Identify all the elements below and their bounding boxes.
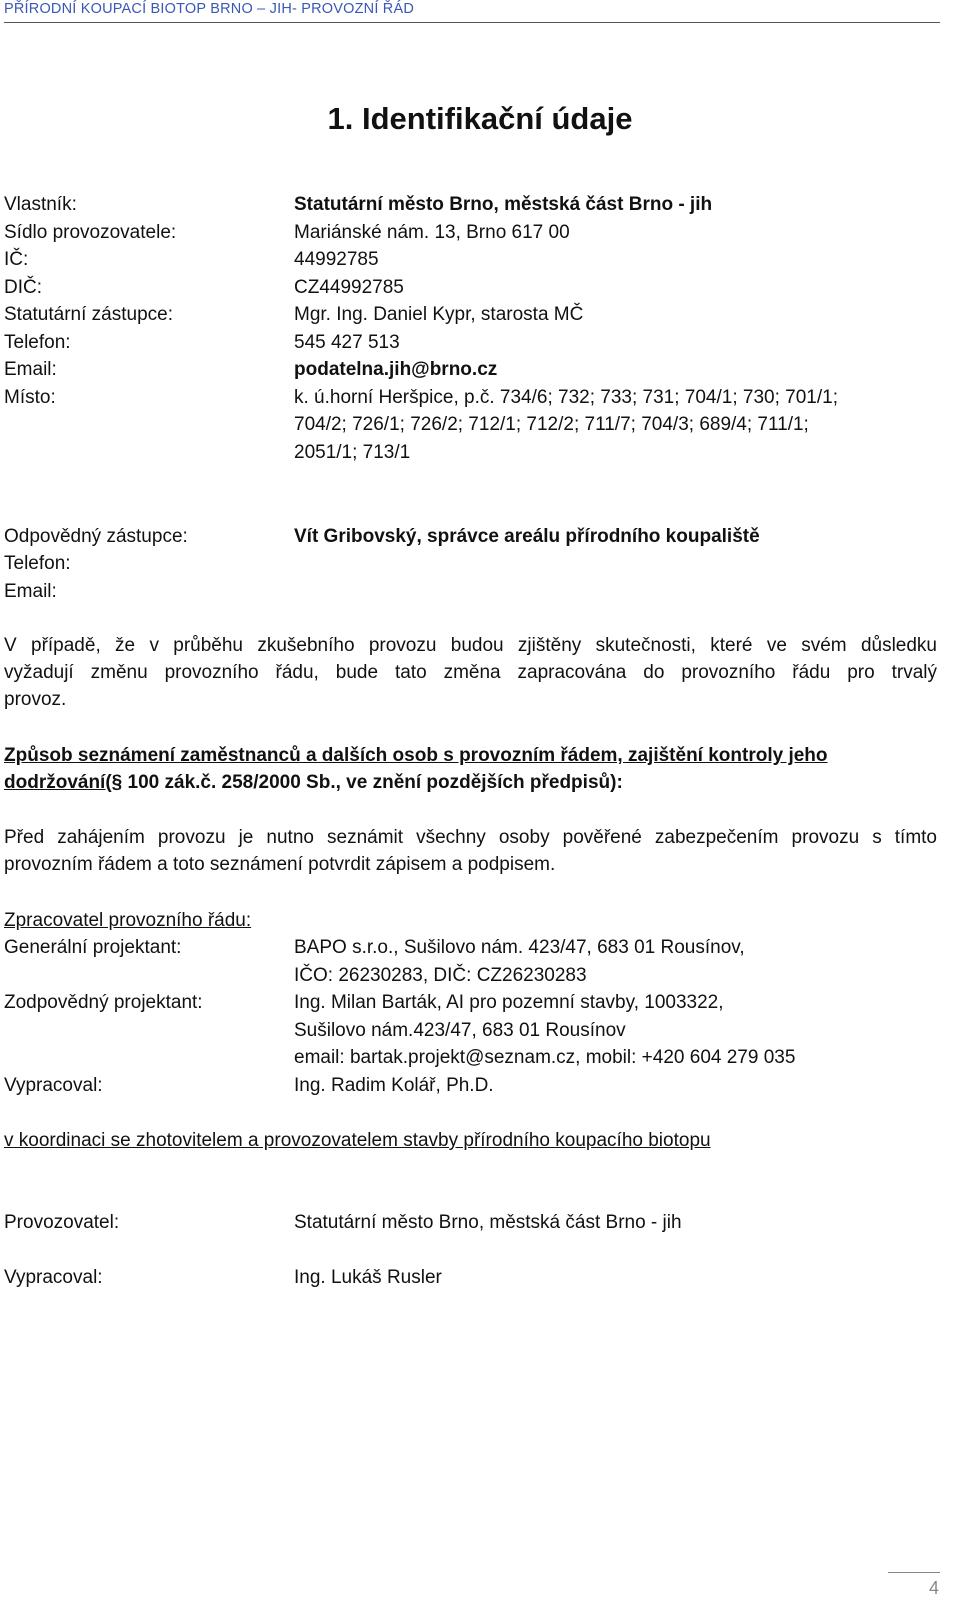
trial-paragraph-line-2: vyžadují změnu provozního řádu, bude tato změna zapracována do provozního řádu pro trvalý: [4, 662, 937, 683]
operator-value: Statutární město Brno, městská část Brno - jih: [294, 1212, 682, 1233]
page-number-divider: [888, 1572, 940, 1573]
responsible-email-label: Email:: [4, 581, 57, 602]
place-line-1: k. ú.horní Heršpice, p.č. 734/6; 732; 733; 731; 704/1; 730; 701/1;: [294, 387, 838, 408]
trial-paragraph-line-3: provoz.: [4, 689, 67, 710]
responsible-designer-label: Zodpovědný projektant:: [4, 992, 203, 1013]
general-designer-line-1: BAPO s.r.o., Sušilovo nám. 423/47, 683 01 Rousínov,: [294, 937, 745, 958]
responsible-value: Vít Gribovský, správce areálu přírodního koupaliště: [294, 526, 760, 547]
seat-value: Mariánské nám. 13, Brno 617 00: [294, 222, 570, 243]
section-title: 1. Identifikační údaje: [327, 101, 633, 136]
page-number: 4: [929, 1578, 940, 1598]
trial-operation-paragraph: [4, 632, 937, 713]
method-paragraph: [4, 824, 937, 878]
method-heading-rest: § 100 zák.č. 258/2000 Sb., ve znění pozdějších předpisů):: [111, 772, 623, 793]
operator-prepared-value: Ing. Lukáš Rusler: [294, 1267, 442, 1288]
method-heading-line-2: [4, 769, 623, 796]
seat-label: Sídlo provozovatele:: [4, 222, 177, 243]
prepared-by-label: Vypracoval:: [4, 1075, 103, 1096]
statutory-rep-label: Statutární zástupce:: [4, 304, 173, 325]
operator-label: Provozovatel:: [4, 1212, 120, 1233]
ic-value: 44992785: [294, 249, 379, 270]
owner-label: Vlastník:: [4, 194, 77, 215]
responsible-phone-label: Telefon:: [4, 553, 71, 574]
owner-value: Statutární město Brno, městská část Brno - jih: [294, 194, 713, 215]
prepared-by-value: Ing. Radim Kolář, Ph.D.: [294, 1075, 494, 1096]
processor-heading: Zpracovatel provozního řádu:: [4, 910, 252, 931]
coordination-note: v koordinaci se zhotovitelem a provozovatelem stavby přírodního koupacího biotopu: [4, 1130, 711, 1151]
place-line-2: 704/2; 726/1; 726/2; 712/1; 712/2; 711/7; 704/3; 689/4; 711/1;: [294, 414, 809, 435]
dic-value: CZ44992785: [294, 277, 404, 298]
statutory-rep-value: Mgr. Ing. Daniel Kypr, starosta MČ: [294, 304, 584, 325]
trial-paragraph-line-1: V případě, že v průběhu zkušebního provozu budou zjištěny skutečnosti, které ve svém důsledku: [4, 635, 937, 656]
method-text-line-1: Před zahájením provozu je nutno seznámit všechny osoby pověřené zabezpečením provozu s tímto: [4, 827, 937, 848]
place-label: Místo:: [4, 387, 56, 408]
running-header: PŘÍRODNÍ KOUPACÍ BIOTOP BRNO – JIH- PROVOZNÍ ŘÁD: [4, 1, 415, 17]
place-line-3: 2051/1; 713/1: [294, 442, 411, 463]
operator-prepared-label: Vypracoval:: [4, 1267, 103, 1288]
responsible-designer-line-2: Sušilovo nám.423/47, 683 01 Rousínov: [294, 1020, 626, 1041]
phone-value: 545 427 513: [294, 332, 400, 353]
responsible-designer-line-1: Ing. Milan Barták, AI pro pozemní stavby, 1003322,: [294, 992, 724, 1013]
method-heading-underlined: dodržování(: [4, 772, 112, 793]
email-value: podatelna.jih@brno.cz: [294, 359, 498, 380]
method-heading-line-1: Způsob seznámení zaměstnanců a dalších osob s provozním řádem, zajištění kontroly jeho: [4, 745, 828, 766]
method-text-line-2: provozním řádem a toto seznámení potvrdit zápisem a podpisem.: [4, 854, 556, 875]
responsible-label: Odpovědný zástupce:: [4, 526, 188, 547]
phone-label: Telefon:: [4, 332, 71, 353]
general-designer-line-2: IČO: 26230283, DIČ: CZ26230283: [294, 965, 587, 986]
dic-label: DIČ:: [4, 277, 42, 298]
responsible-designer-line-3: email: bartak.projekt@seznam.cz, mobil: +420 604 279 035: [294, 1047, 796, 1068]
ic-label: IČ:: [4, 249, 29, 270]
general-designer-label: Generální projektant:: [4, 937, 182, 958]
header-divider: [4, 22, 940, 23]
email-label: Email:: [4, 359, 57, 380]
